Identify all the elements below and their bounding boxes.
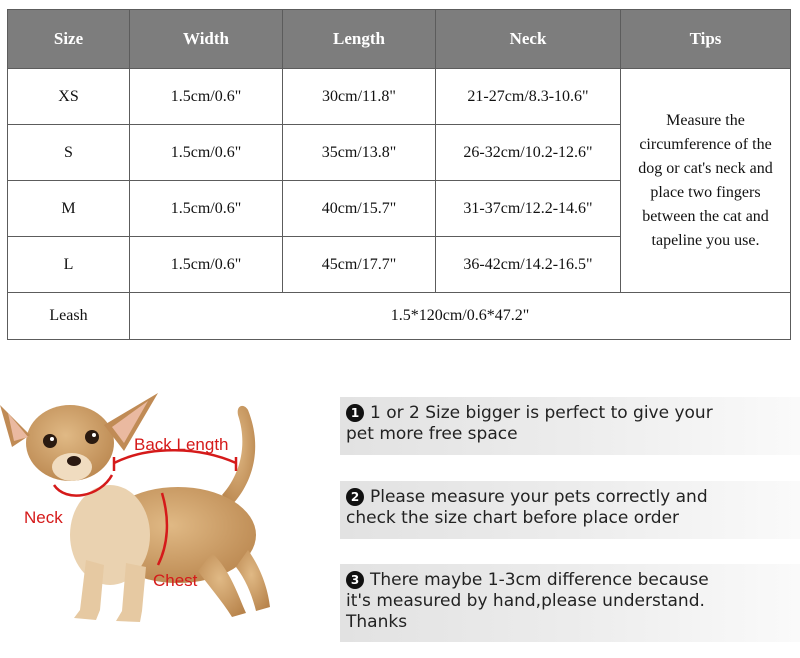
dog-measurement-illustration bbox=[0, 375, 320, 650]
note-3 bbox=[340, 564, 800, 642]
cell-length: 35cm/13.8" bbox=[283, 125, 436, 181]
cell-length: 40cm/15.7" bbox=[283, 181, 436, 237]
number-2-icon: 2 bbox=[346, 488, 364, 506]
note-1 bbox=[340, 397, 800, 455]
cell-size: M bbox=[8, 181, 130, 237]
header-size: Size bbox=[8, 10, 130, 69]
cell-neck: 31-37cm/12.2-14.6" bbox=[436, 181, 621, 237]
leash-row bbox=[8, 293, 791, 340]
header-length: Length bbox=[283, 10, 436, 69]
cell-neck: 36-42cm/14.2-16.5" bbox=[436, 237, 621, 293]
table-row bbox=[8, 69, 791, 125]
tips-cell bbox=[621, 69, 791, 293]
leash-label: Leash bbox=[8, 293, 130, 340]
note-text: pet more free space bbox=[346, 424, 518, 444]
header-width: Width bbox=[130, 10, 283, 69]
note-text: it's measured by hand,please understand. bbox=[346, 591, 705, 611]
cell-size: XS bbox=[8, 69, 130, 125]
cell-length: 30cm/11.8" bbox=[283, 69, 436, 125]
note-text: 1 or 2 Size bigger is perfect to give your bbox=[370, 403, 713, 423]
tips-line: dog or cat's neck and bbox=[638, 159, 773, 177]
note-2 bbox=[340, 481, 800, 539]
cell-width: 1.5cm/0.6" bbox=[130, 181, 283, 237]
cell-width: 1.5cm/0.6" bbox=[130, 69, 283, 125]
tips-line: place two fingers bbox=[650, 183, 761, 201]
tips-line: Measure the bbox=[666, 111, 745, 129]
cell-neck: 26-32cm/10.2-12.6" bbox=[436, 125, 621, 181]
cell-size: S bbox=[8, 125, 130, 181]
chest-label: Chest bbox=[153, 571, 198, 590]
cell-length: 45cm/17.7" bbox=[283, 237, 436, 293]
header-neck: Neck bbox=[436, 10, 621, 69]
note-text: Please measure your pets correctly and bbox=[370, 487, 708, 507]
note-text: check the size chart before place order bbox=[346, 508, 680, 528]
neck-label: Neck bbox=[24, 508, 63, 527]
tips-line: tapeline you use. bbox=[651, 231, 760, 249]
table-header-row bbox=[8, 10, 791, 69]
back-length-label: Back Length bbox=[134, 435, 229, 454]
tips-line: circumference of the bbox=[639, 135, 772, 153]
number-3-icon: 3 bbox=[346, 571, 364, 589]
tips-line: between the cat and bbox=[642, 207, 769, 225]
cell-width: 1.5cm/0.6" bbox=[130, 125, 283, 181]
note-text: There maybe 1-3cm difference because bbox=[370, 570, 709, 590]
number-1-icon: 1 bbox=[346, 404, 364, 422]
cell-width: 1.5cm/0.6" bbox=[130, 237, 283, 293]
note-text: Thanks bbox=[346, 612, 408, 632]
cell-neck: 21-27cm/8.3-10.6" bbox=[436, 69, 621, 125]
size-chart-table bbox=[7, 9, 791, 340]
header-tips: Tips bbox=[621, 10, 791, 69]
leash-value: 1.5*120cm/0.6*47.2" bbox=[130, 293, 791, 340]
cell-size: L bbox=[8, 237, 130, 293]
